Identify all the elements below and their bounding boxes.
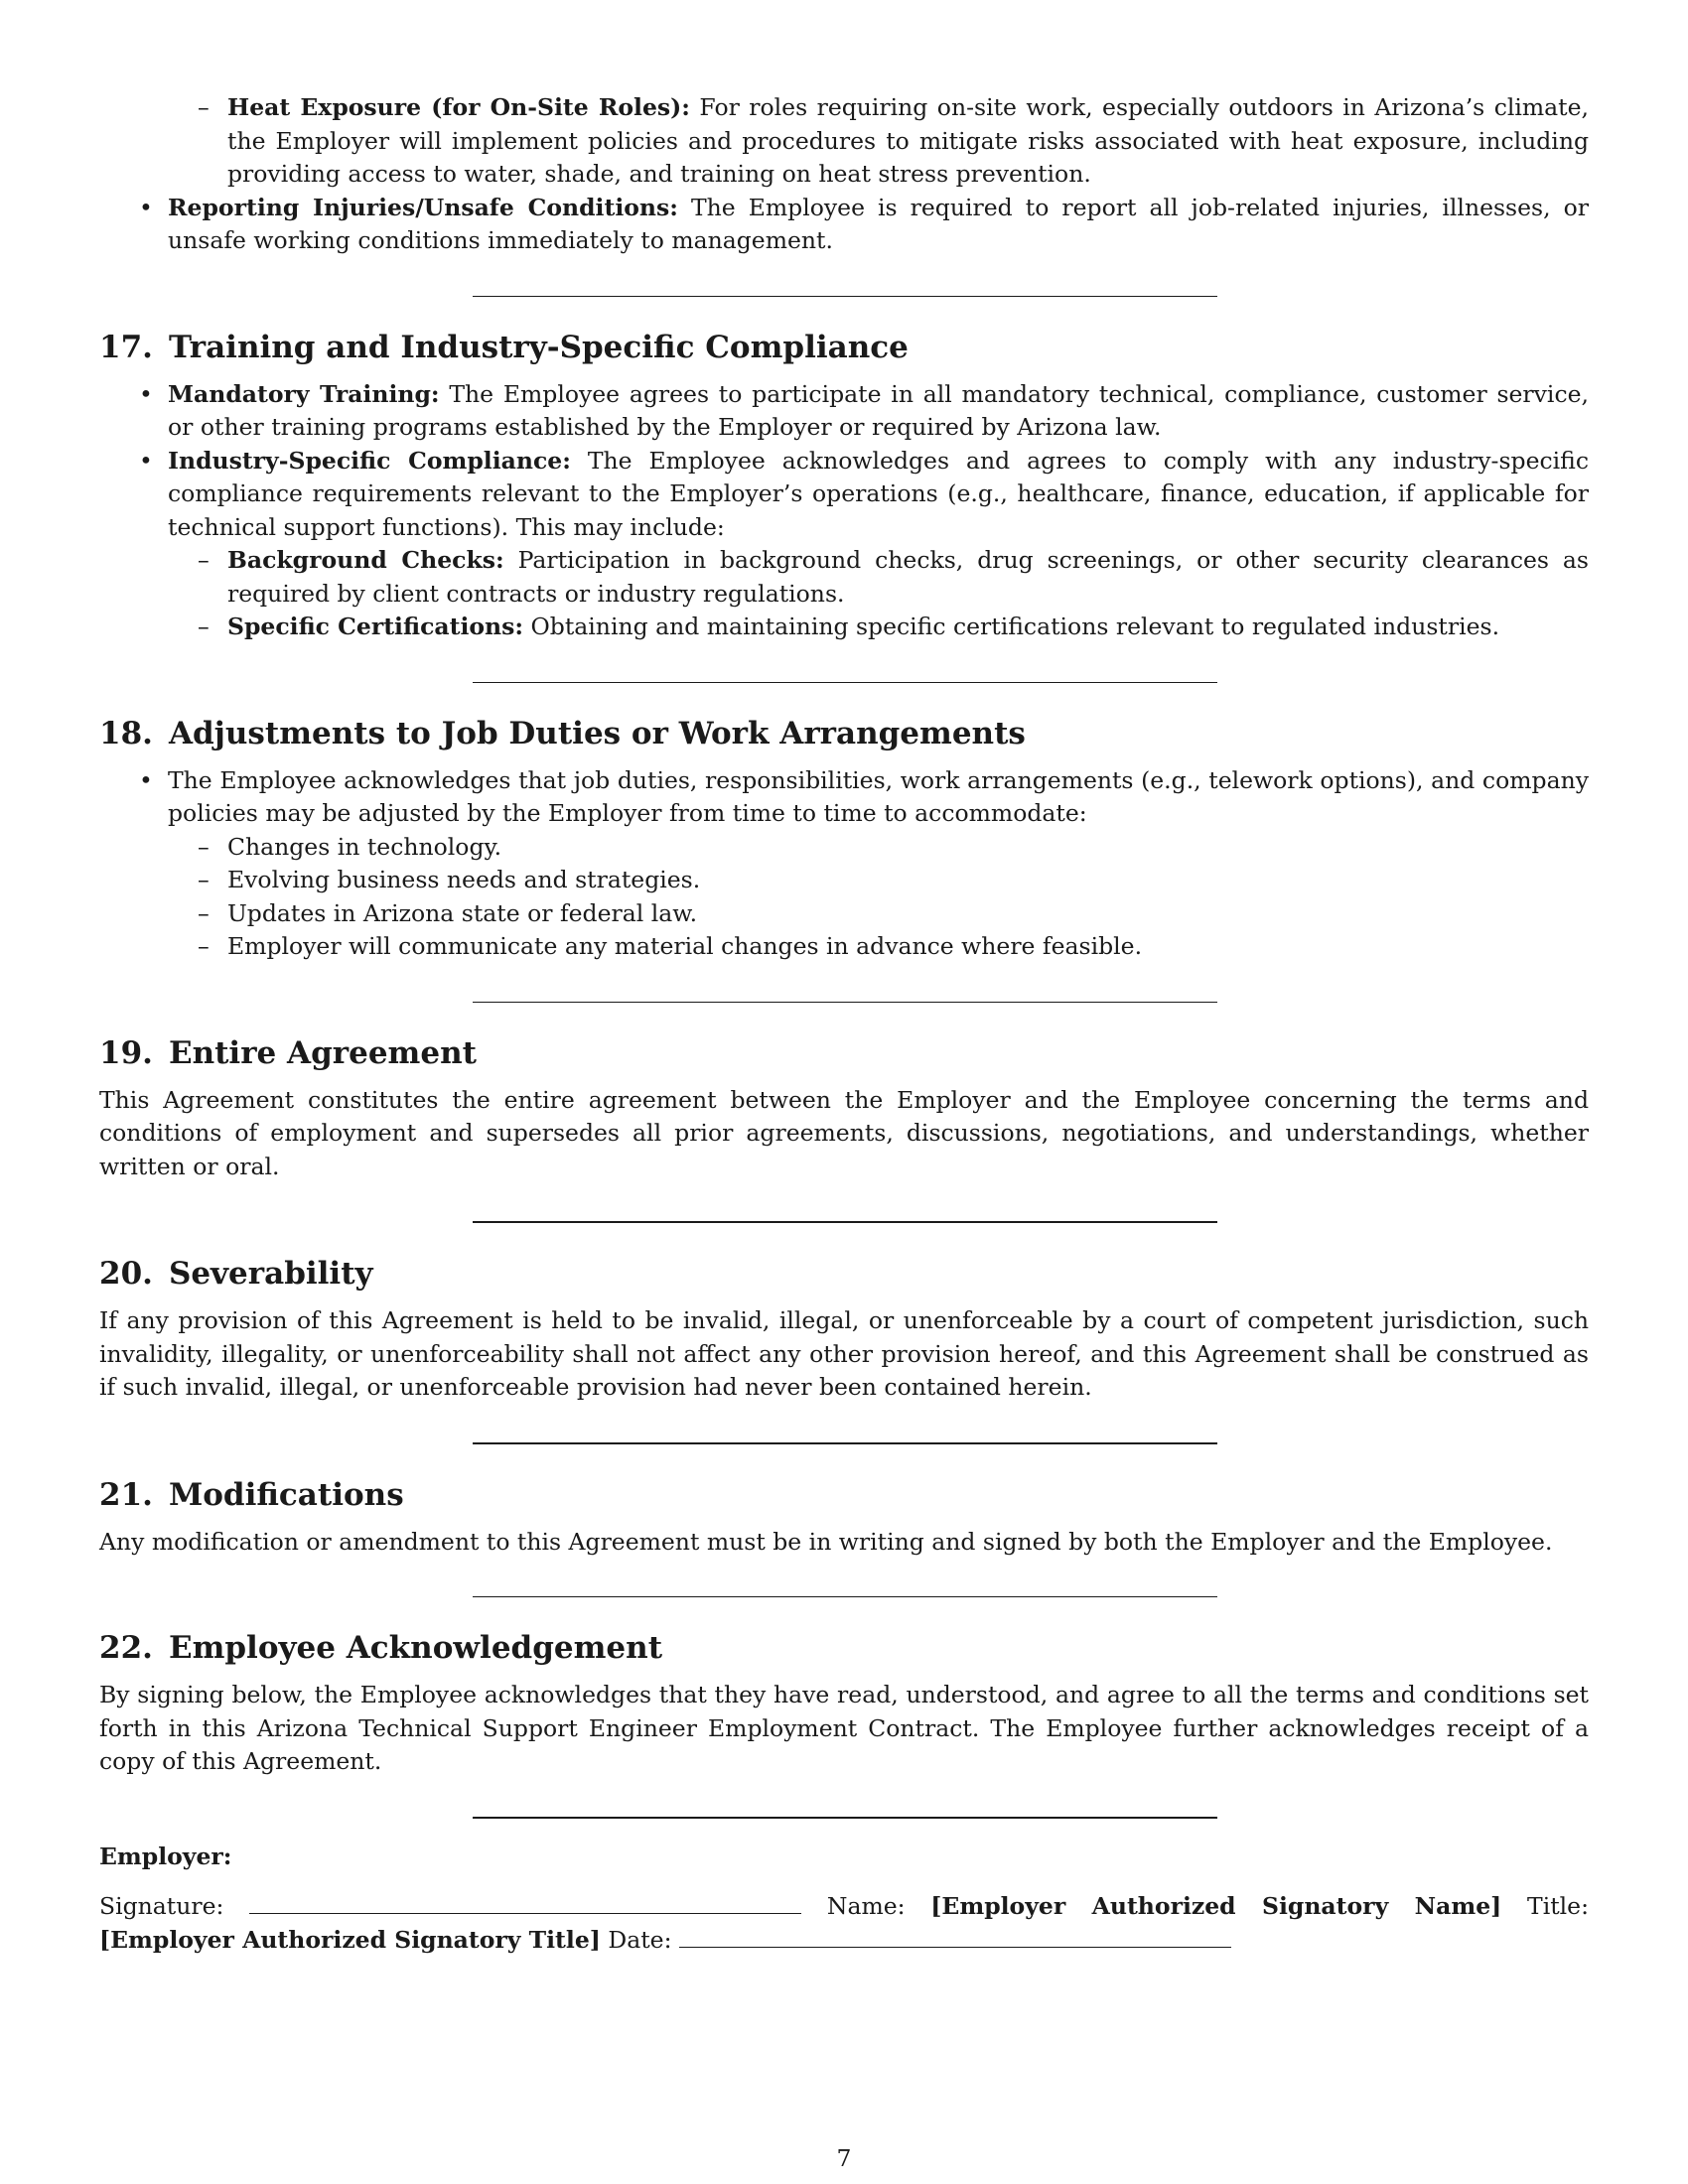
- reporting-text: The Employee is required to report all job-related injuries, illnesses, or unsafe working conditions immediately to management.: [168, 193, 1589, 254]
- section-18-number: 18.: [99, 715, 153, 751]
- bullet-marker: •: [139, 446, 153, 475]
- heat-exposure-text: For roles requiring on-site work, especially outdoors in Arizona’s climate, the Employer will implement policies and procedures to mitigate risks associated with heat exposure, including providing access to water, shade, and training on heat stress prevention.: [227, 93, 1589, 188]
- section-20-text: If any provision of this Agreement is held to be invalid, illegal, or unenforceable by a court of competent jurisdiction, such invalidity, illegality, or unenforceability shall not affect any other provision hereof, and this Agreement shall be construed as if such invalid, illegal, or unenforceable provision had never been contained herein.: [99, 1306, 1589, 1401]
- dash-marker: –: [198, 613, 210, 640]
- mandatory-training-text: The Employee agrees to participate in all mandatory technical, compliance, customer service, or other training programs established by the Employer or required by Arizona law.: [168, 379, 1589, 441]
- dash-marker: –: [198, 898, 210, 927]
- industry-compliance-label: Industry-Specific Compliance:: [168, 446, 571, 475]
- section-22-text: By signing below, the Employee acknowledges that they have read, understood, and agree to all the terms and conditions set forth in this Arizona Technical Support Engineer Employment Contract. The Employee further acknowledges receipt of a copy of this Agreement.: [99, 1681, 1589, 1775]
- section-22-heading: [99, 1629, 1589, 1667]
- title-label: Title:: [1527, 1892, 1589, 1920]
- section-20-title: Severability: [168, 1256, 373, 1292]
- section-22-title: Employee Acknowledgement: [168, 1630, 663, 1666]
- dash-marker: –: [198, 832, 210, 861]
- document-page: [99, 91, 1589, 1957]
- industry-compliance-text: The Employee acknowledges and agrees to comply with any industry-specific compliance requirements relevant to the Employer’s operations (e.g., healthcare, finance, education, if applicable for technical support functions). This may include:: [168, 446, 1589, 541]
- name-value: [Employer Authorized Signatory Name]: [930, 1892, 1502, 1920]
- dash-marker: –: [198, 546, 210, 574]
- list-item-adjustments: [99, 764, 1589, 831]
- adjustment-item-text: Updates in Arizona state or federal law.: [227, 898, 698, 927]
- certifications-label: Specific Certifications:: [227, 613, 524, 640]
- section-17-number: 17.: [99, 329, 153, 365]
- section-divider: [473, 1221, 1217, 1223]
- employer-heading-text: Employer:: [99, 1842, 232, 1870]
- bullet-marker: •: [139, 193, 153, 221]
- section-20-number: 20.: [99, 1256, 153, 1292]
- section-21-heading: [99, 1476, 1589, 1514]
- section-21-text: Any modification or amendment to this Agreement must be in writing and signed by both the Employer and the Employee.: [99, 1527, 1553, 1556]
- name-label: Name:: [826, 1892, 906, 1920]
- list-item-industry-compliance: [99, 445, 1589, 545]
- reporting-label: Reporting Injuries/Unsafe Conditions:: [168, 193, 678, 221]
- bullet-marker: •: [139, 379, 153, 408]
- list-item-certifications: [99, 611, 1589, 644]
- section-divider: [473, 1002, 1217, 1003]
- list-item-reporting: [99, 192, 1589, 258]
- section-divider: [473, 682, 1217, 683]
- section-17-heading: [99, 329, 1589, 366]
- list-item-heat-exposure: [99, 91, 1589, 192]
- adjustments-text: The Employee acknowledges that job duties, responsibilities, work arrangements (e.g., telework options), and company policies may be adjusted by the Employer from time to time to accommodate:: [168, 765, 1589, 827]
- section-18-title: Adjustments to Job Duties or Work Arrangements: [168, 715, 1026, 751]
- list-item-background-checks: [99, 544, 1589, 611]
- list-item: [99, 897, 1589, 931]
- section-18-list: [99, 764, 1589, 964]
- background-checks-label: Background Checks:: [227, 546, 504, 574]
- employer-heading: [99, 1841, 1589, 1874]
- signature-label: Signature:: [99, 1892, 224, 1920]
- dash-marker: –: [198, 866, 210, 893]
- list-item: [99, 831, 1589, 865]
- bullet-marker: •: [139, 765, 153, 794]
- dash-marker: –: [198, 93, 210, 121]
- list-item: [99, 864, 1589, 897]
- adjustment-item-text: Changes in technology.: [227, 832, 502, 861]
- section-divider: [473, 1817, 1217, 1819]
- section-19-title: Entire Agreement: [168, 1034, 477, 1071]
- section-18-heading: [99, 715, 1589, 752]
- section-divider: [473, 1596, 1217, 1597]
- page-number: 7: [836, 2144, 852, 2172]
- section-20-heading: [99, 1255, 1589, 1293]
- list-item: [99, 930, 1589, 964]
- signature-line-group: [99, 1890, 1589, 1957]
- section-19-number: 19.: [99, 1034, 153, 1071]
- section-divider: [473, 296, 1217, 297]
- section-divider: [473, 1442, 1217, 1444]
- mandatory-training-label: Mandatory Training:: [168, 379, 440, 408]
- list-item-mandatory-training: [99, 378, 1589, 445]
- certifications-text: Obtaining and maintaining specific certifications relevant to regulated industries.: [523, 613, 1500, 640]
- dash-marker: –: [198, 932, 210, 960]
- signature-field[interactable]: [249, 1891, 801, 1914]
- background-checks-text: Participation in background checks, drug screenings, or other security clearances as required by client contracts or industry regulations.: [227, 546, 1589, 608]
- section-17-title: Training and Industry-Specific Compliance: [168, 329, 909, 365]
- section-19-heading: [99, 1034, 1589, 1072]
- section-21-title: Modifications: [168, 1476, 404, 1513]
- adjustment-item-text: Evolving business needs and strategies.: [227, 866, 701, 893]
- date-label: Date:: [608, 1925, 672, 1954]
- date-field[interactable]: [679, 1925, 1231, 1948]
- signature-block: [99, 1841, 1589, 1958]
- section-19-text: This Agreement constitutes the entire agreement between the Employer and the Employee concerning the terms and conditions of employment and supersedes all prior agreements, discussions, negotiations, and understandings, whether written or oral.: [99, 1085, 1589, 1180]
- adjustment-item-text: Employer will communicate any material changes in advance where feasible.: [227, 932, 1143, 960]
- section-17-list: [99, 378, 1589, 644]
- heat-exposure-label: Heat Exposure (for On-Site Roles):: [227, 93, 690, 121]
- section-22-number: 22.: [99, 1630, 153, 1666]
- section-21-number: 21.: [99, 1476, 153, 1513]
- title-value: [Employer Authorized Signatory Title]: [99, 1925, 601, 1954]
